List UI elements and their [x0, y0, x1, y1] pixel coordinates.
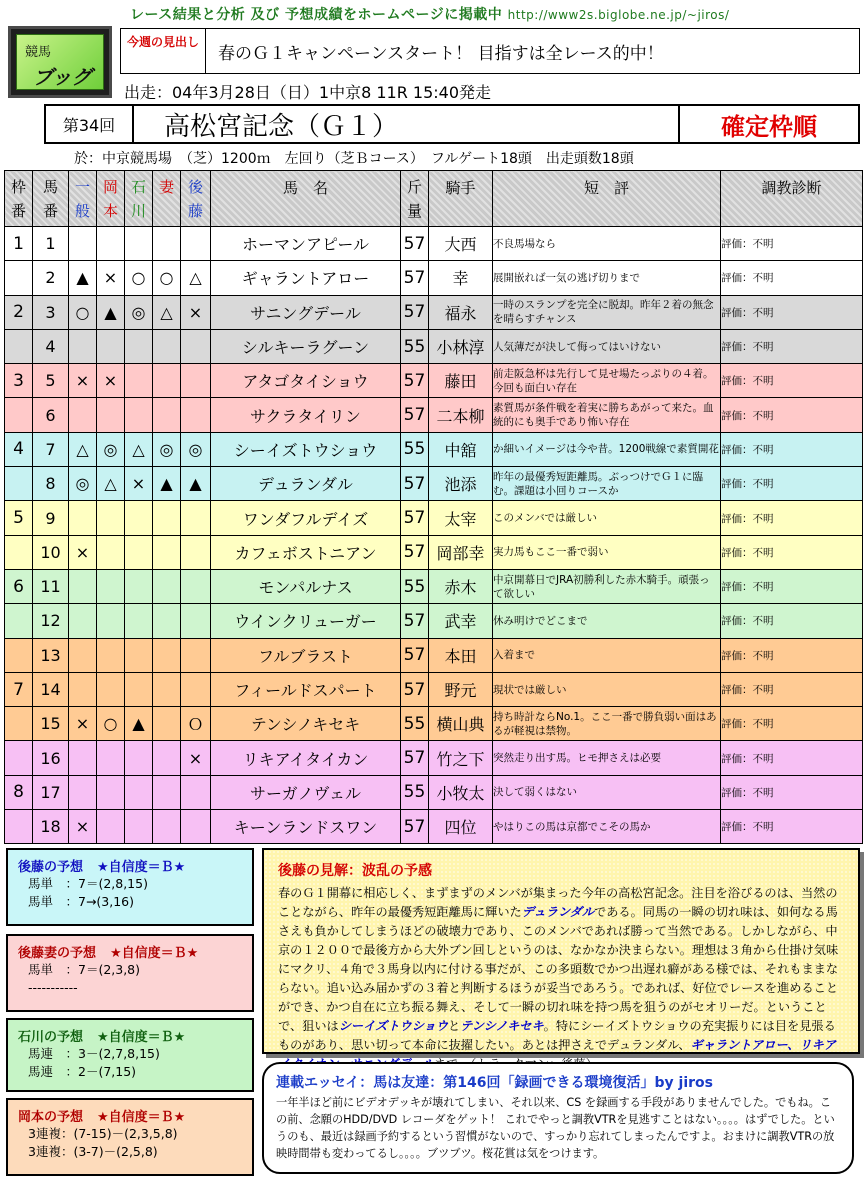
weight-carried: 55	[401, 569, 429, 603]
essay-title: 連載エッセイ：馬は友達：第146回「録画できる環境復活」by jiros	[276, 1075, 713, 1091]
horse-number: 12	[33, 604, 69, 638]
prediction-mark	[125, 741, 153, 775]
header-okamoto: 岡 本	[97, 171, 125, 227]
venue-info: 於：中京競馬場 （芝）1200ｍ 左回り（芝Ｂコース） フルゲート18頭 出走頭数18頭	[74, 151, 634, 167]
prediction-mark: ○	[125, 261, 153, 295]
header-bamei: 馬 名	[211, 171, 401, 227]
entry-table	[4, 170, 863, 844]
header-ippan: 一 般	[69, 171, 97, 227]
horse-number: 14	[33, 672, 69, 706]
prediction-mark	[69, 638, 97, 672]
prediction-mark: ×	[97, 364, 125, 398]
prediction-mark	[153, 741, 181, 775]
prediction-mark	[97, 810, 125, 844]
prediction-title: 石川の予想	[18, 1030, 84, 1045]
prediction-mark	[181, 398, 211, 432]
prediction-mark: ×	[69, 535, 97, 569]
training-evaluation: 評価：不明	[721, 569, 863, 603]
prediction-mark	[97, 604, 125, 638]
prediction-mark: △	[69, 432, 97, 466]
training-evaluation: 評価：不明	[721, 741, 863, 775]
horse-name: モンパルナス	[211, 569, 401, 603]
table-row	[5, 810, 863, 844]
prediction-mark	[97, 741, 125, 775]
prediction-ishikawa	[6, 1018, 254, 1092]
waku-number: 7	[5, 672, 33, 706]
table-row	[5, 329, 863, 363]
jockey-name: 小牧太	[429, 775, 493, 809]
short-comment: このメンバでは厳しい	[493, 501, 721, 535]
table-row	[5, 741, 863, 775]
logo-line2: ブッグ	[33, 65, 92, 89]
short-comment: 人気薄だが決して侮ってはいけない	[493, 329, 721, 363]
waku-number	[5, 329, 33, 363]
jockey-name: 野元	[429, 672, 493, 706]
jockey-name: 藤田	[429, 364, 493, 398]
waku-number	[5, 707, 33, 741]
prediction-mark: ×	[69, 364, 97, 398]
prediction-mark	[153, 707, 181, 741]
table-row	[5, 227, 863, 261]
training-evaluation: 評価：不明	[721, 467, 863, 501]
table-row	[5, 638, 863, 672]
jockey-name: 大西	[429, 227, 493, 261]
jockey-name: 横山典	[429, 707, 493, 741]
short-comment: 素質馬が条件戦を着実に勝ちあがって来た。血統的にも奥手であり怖い存在	[493, 398, 721, 432]
horse-name: ホーマンアピール	[211, 227, 401, 261]
horse-number: 9	[33, 501, 69, 535]
prediction-title: 岡本の予想	[18, 1110, 84, 1125]
prediction-mark: ×	[181, 741, 211, 775]
prediction-mark: Ｏ	[181, 707, 211, 741]
table-row	[5, 501, 863, 535]
header-ishikawa: 石 川	[125, 171, 153, 227]
prediction-mark	[153, 535, 181, 569]
table-row	[5, 398, 863, 432]
horse-name: ワンダフルデイズ	[211, 501, 401, 535]
prediction-mark	[69, 501, 97, 535]
prediction-mark	[153, 775, 181, 809]
horse-number: 8	[33, 467, 69, 501]
horse-number: 3	[33, 295, 69, 329]
waku-number	[5, 810, 33, 844]
header-tanpyo: 短 評	[493, 171, 721, 227]
prediction-mark	[69, 398, 97, 432]
prediction-mark	[181, 638, 211, 672]
jockey-name: 赤木	[429, 569, 493, 603]
prediction-mark	[181, 569, 211, 603]
horse-name: フィールドスパート	[211, 672, 401, 706]
table-row	[5, 467, 863, 501]
header-waku: 枠 番	[5, 171, 33, 227]
weight-carried: 55	[401, 432, 429, 466]
entry-rows	[5, 227, 863, 844]
weight-carried: 57	[401, 638, 429, 672]
prediction-mark	[125, 672, 153, 706]
essay-body: 一年半ほど前にビデオデッキが壊れてしまい、それ以来、CS を録画する手段がありませんでした。でもね。この前、念願のHDD/DVD レコーダをゲット！ これでやっと調教VTRを見逃すことはない。。。。はずでした。というのも、最近は録画予約するという習慣がないので、すっかり忘れてしまったんですよ。おまけに調教VTRの放映時間帯も変わってるし。。。。ブツブツ。桜花賞は気をつけます。	[276, 1096, 835, 1160]
table-row	[5, 364, 863, 398]
horse-number: 18	[33, 810, 69, 844]
prediction-mark	[181, 775, 211, 809]
table-row	[5, 707, 863, 741]
jockey-name: 本田	[429, 638, 493, 672]
prediction-mark	[97, 638, 125, 672]
analysis-body: 春のＧ１開幕に相応しく、まずまずのメンバが集まった今年の高松宮記念。注目を浴びるのは、当然のことながら、昨年の最優秀短距離馬に輝いたデュランダルである。同馬の一瞬の切れ味は、如何なる馬さえも負かしてしまうほどの破壊力であり、このメンバであれば勝って当然である。しかしながら、中京の１２００で最後方から大外ブン回しというのは、なかなか決まらない。理想は３角から仕掛け気味にマクリ、４角で３馬身以内に付ける事だが、この多頭数でかつ出遅れ癖がある様では、それもままならない。追い込み届かずの３着と判断するほうが妥当であろう。であれば、好位でレースを進めることができ、かつ自在に立ち振る舞え、そして一瞬の切れ味を持つ馬を狙うのがセオリーだ。ということで、狙いはシーイズトウショウとテンシノキセキ。特にシーイズトウショウの充実振りには目を見張るものがあり、思い切って本命に抜擢したい。あとは押さえでデュランダル、ギャラントアロー、リキア	[278, 886, 839, 1052]
horse-name: ギャラントアロー	[211, 261, 401, 295]
jockey-name: 幸	[429, 261, 493, 295]
horse-number: 17	[33, 775, 69, 809]
training-evaluation: 評価：不明	[721, 261, 863, 295]
prediction-mark	[97, 227, 125, 261]
horse-number: 2	[33, 261, 69, 295]
race-info: 出走：04年3月28日（日）1中京8 11R 15:40発走	[124, 83, 492, 102]
horse-name: テンシノキセキ	[211, 707, 401, 741]
prediction-mark	[125, 810, 153, 844]
prediction-title: 後藤妻の予想	[18, 946, 97, 961]
prediction-mark: ▲	[97, 295, 125, 329]
prediction-mark	[153, 638, 181, 672]
prediction-mark: ×	[69, 810, 97, 844]
jockey-name: 四位	[429, 810, 493, 844]
table-row	[5, 775, 863, 809]
training-evaluation: 評価：不明	[721, 604, 863, 638]
short-comment: か細いイメージは今や昔。1200戦線で素質開花	[493, 432, 721, 466]
prediction-mark: ○	[97, 707, 125, 741]
weight-carried: 57	[401, 467, 429, 501]
header-chokyo: 調教診断	[721, 171, 863, 227]
training-evaluation: 評価：不明	[721, 672, 863, 706]
race-title-box	[44, 104, 860, 144]
jockey-name: 太宰	[429, 501, 493, 535]
horse-number: 4	[33, 329, 69, 363]
prediction-mark	[125, 364, 153, 398]
training-evaluation: 評価：不明	[721, 398, 863, 432]
short-comment: 前走阪急杯は先行して見せ場たっぷりの４着。今回も面白い存在	[493, 364, 721, 398]
weight-carried: 57	[401, 501, 429, 535]
short-comment: 休み明けでどこまで	[493, 604, 721, 638]
short-comment: 突然走り出す馬。ヒモ押さえは必要	[493, 741, 721, 775]
headline-text: 春のＧ１キャンペーンスタート！ 目指すは全レース的中！	[218, 43, 664, 64]
prediction-mark	[125, 329, 153, 363]
training-evaluation: 評価：不明	[721, 295, 863, 329]
horse-number: 11	[33, 569, 69, 603]
prediction-mark: ×	[97, 261, 125, 295]
horse-name: リキアイタイカン	[211, 741, 401, 775]
horse-number: 6	[33, 398, 69, 432]
prediction-mark	[125, 227, 153, 261]
prediction-mark	[125, 604, 153, 638]
training-evaluation: 評価：不明	[721, 432, 863, 466]
short-comment: 持ち時計ならNo.1。ここ一番で勝負弱い面はあるが軽視は禁物。	[493, 707, 721, 741]
waku-number: 6	[5, 569, 33, 603]
horse-name: アタゴタイショウ	[211, 364, 401, 398]
prediction-mark: △	[181, 261, 211, 295]
prediction-mark	[69, 329, 97, 363]
jockey-name: 中舘	[429, 432, 493, 466]
prediction-mark: ◎	[181, 432, 211, 466]
table-row	[5, 295, 863, 329]
jockey-name: 池添	[429, 467, 493, 501]
training-evaluation: 評価：不明	[721, 707, 863, 741]
goto-analysis	[262, 848, 860, 1054]
table-row	[5, 604, 863, 638]
weight-carried: 57	[401, 810, 429, 844]
training-evaluation: 評価：不明	[721, 810, 863, 844]
horse-number: 1	[33, 227, 69, 261]
table-row	[5, 569, 863, 603]
prediction-mark	[153, 227, 181, 261]
weekly-headline	[120, 28, 860, 74]
waku-number: 1	[5, 227, 33, 261]
prediction-line: -----------	[28, 980, 78, 995]
waku-number: 4	[5, 432, 33, 466]
table-header-row	[5, 171, 863, 227]
prediction-mark: ×	[69, 707, 97, 741]
prediction-confidence: ★自信度＝Ｂ★	[97, 860, 186, 875]
waku-number	[5, 398, 33, 432]
logo	[8, 26, 112, 98]
waku-number	[5, 604, 33, 638]
prediction-mark	[69, 775, 97, 809]
prediction-mark	[69, 741, 97, 775]
prediction-mark	[153, 329, 181, 363]
prediction-confidence: ★自信度＝Ｂ★	[97, 1110, 186, 1125]
prediction-mark: ▲	[153, 467, 181, 501]
site-banner	[130, 4, 860, 24]
short-comment: 展開嵌れば一気の逃げ切りまで	[493, 261, 721, 295]
weight-carried: 57	[401, 398, 429, 432]
weight-carried: 57	[401, 261, 429, 295]
prediction-mark	[181, 364, 211, 398]
serial-essay	[262, 1062, 854, 1174]
short-comment: 一時のスランプを完全に脱却。昨年２着の無念を晴らすチャンス	[493, 295, 721, 329]
prediction-line: 3連複：(7-15)－(2,3,5,8)	[28, 1126, 178, 1141]
prediction-mark	[181, 329, 211, 363]
table-row	[5, 432, 863, 466]
prediction-mark: ◎	[153, 432, 181, 466]
horse-name: シーイズトウショウ	[211, 432, 401, 466]
prediction-mark	[69, 672, 97, 706]
training-evaluation: 評価：不明	[721, 535, 863, 569]
prediction-line: 馬単 ：7→(3,16)	[28, 894, 135, 909]
horse-name: カフェボストニアン	[211, 535, 401, 569]
horse-number: 7	[33, 432, 69, 466]
logo-plate	[16, 34, 104, 90]
horse-number: 13	[33, 638, 69, 672]
training-evaluation: 評価：不明	[721, 364, 863, 398]
horse-name: サーガノヴェル	[211, 775, 401, 809]
prediction-mark	[181, 604, 211, 638]
prediction-mark	[153, 398, 181, 432]
prediction-mark	[181, 227, 211, 261]
short-comment: やはりこの馬は京都でこその馬か	[493, 810, 721, 844]
horse-name: キーンランドスワン	[211, 810, 401, 844]
weight-carried: 55	[401, 707, 429, 741]
prediction-okamoto	[6, 1098, 254, 1176]
prediction-line: 馬単 ：7＝(2,3,8)	[28, 962, 141, 977]
header-kinryo: 斤 量	[401, 171, 429, 227]
waku-number	[5, 261, 33, 295]
prediction-mark	[153, 604, 181, 638]
header-uma: 馬 番	[33, 171, 69, 227]
prediction-mark	[125, 638, 153, 672]
prediction-mark: ○	[153, 261, 181, 295]
prediction-line: 馬連 ：2－(7,15)	[28, 1064, 137, 1079]
header-kishu: 騎手	[429, 171, 493, 227]
short-comment: 不良馬場なら	[493, 227, 721, 261]
prediction-mark	[181, 810, 211, 844]
prediction-mark: ▲	[69, 261, 97, 295]
prediction-mark	[181, 501, 211, 535]
prediction-mark: ○	[69, 295, 97, 329]
table-row	[5, 261, 863, 295]
prediction-mark	[69, 569, 97, 603]
prediction-goto	[6, 848, 254, 926]
prediction-mark: ▲	[181, 467, 211, 501]
header-goto: 後 藤	[181, 171, 211, 227]
waku-number	[5, 741, 33, 775]
short-comment: 決して弱くはない	[493, 775, 721, 809]
weight-carried: 57	[401, 227, 429, 261]
short-comment: 入着まで	[493, 638, 721, 672]
prediction-mark	[97, 569, 125, 603]
table-row	[5, 535, 863, 569]
header-tsuma: 妻	[153, 171, 181, 227]
short-comment: 中京開幕日でJRA初勝利した赤木騎手。頑張って欲しい	[493, 569, 721, 603]
prediction-mark: △	[97, 467, 125, 501]
prediction-confidence: ★自信度＝Ｂ★	[110, 946, 199, 961]
prediction-goto-wife	[6, 934, 254, 1012]
table-row	[5, 672, 863, 706]
weight-carried: 57	[401, 535, 429, 569]
prediction-mark	[153, 501, 181, 535]
banner-url[interactable]: http://www2s.biglobe.ne.jp/~jiros/	[507, 8, 730, 22]
short-comment: 昨年の最優秀短距離馬。ぶっつけでＧ１に臨む。課題は小回りコースか	[493, 467, 721, 501]
jockey-name: 福永	[429, 295, 493, 329]
prediction-mark	[153, 364, 181, 398]
banner-text: レース結果と分析 及び 予想成績をホームページに掲載中	[130, 7, 503, 23]
training-evaluation: 評価：不明	[721, 501, 863, 535]
prediction-mark	[97, 775, 125, 809]
weight-carried: 57	[401, 364, 429, 398]
prediction-mark	[181, 535, 211, 569]
waku-number: 3	[5, 364, 33, 398]
race-number: 第34回	[46, 106, 134, 142]
training-evaluation: 評価：不明	[721, 775, 863, 809]
weight-carried: 57	[401, 672, 429, 706]
horse-number: 16	[33, 741, 69, 775]
jockey-name: 二本柳	[429, 398, 493, 432]
analysis-title: 後藤の見解：波乱の予感	[278, 863, 432, 879]
prediction-mark	[181, 672, 211, 706]
waku-number	[5, 467, 33, 501]
prediction-mark	[97, 672, 125, 706]
prediction-mark: △	[125, 432, 153, 466]
jockey-name: 小林淳	[429, 329, 493, 363]
prediction-mark	[97, 501, 125, 535]
weight-carried: 57	[401, 295, 429, 329]
short-comment: 現状では厳しい	[493, 672, 721, 706]
prediction-line: 馬連 ：3－(2,7,8,15)	[28, 1046, 160, 1061]
waku-number: 8	[5, 775, 33, 809]
prediction-mark: ×	[181, 295, 211, 329]
weight-carried: 57	[401, 604, 429, 638]
prediction-line: 馬単 ：7＝(2,8,15)	[28, 876, 148, 891]
prediction-mark	[125, 775, 153, 809]
horse-name: サニングデール	[211, 295, 401, 329]
headline-tag: 今週の見出し	[121, 29, 206, 73]
prediction-mark	[97, 398, 125, 432]
prediction-mark	[153, 672, 181, 706]
waku-number	[5, 535, 33, 569]
horse-name: ウインクリューガー	[211, 604, 401, 638]
prediction-confidence: ★自信度＝Ｂ★	[97, 1030, 186, 1045]
horse-number: 5	[33, 364, 69, 398]
race-name: 高松宮記念（Ｇ１）	[164, 111, 399, 142]
prediction-mark: ◎	[125, 295, 153, 329]
waku-number	[5, 638, 33, 672]
prediction-mark	[153, 569, 181, 603]
horse-name: フルブラスト	[211, 638, 401, 672]
prediction-title: 後藤の予想	[18, 860, 84, 875]
prediction-mark	[69, 227, 97, 261]
jockey-name: 竹之下	[429, 741, 493, 775]
training-evaluation: 評価：不明	[721, 329, 863, 363]
weight-carried: 55	[401, 775, 429, 809]
prediction-mark	[125, 535, 153, 569]
prediction-mark: ×	[125, 467, 153, 501]
prediction-mark	[97, 535, 125, 569]
prediction-mark	[125, 501, 153, 535]
waku-number: 2	[5, 295, 33, 329]
jockey-name: 岡部幸	[429, 535, 493, 569]
weight-carried: 57	[401, 741, 429, 775]
horse-number: 15	[33, 707, 69, 741]
prediction-mark: ▲	[125, 707, 153, 741]
waku-number: 5	[5, 501, 33, 535]
short-comment: 実力馬もここ一番で弱い	[493, 535, 721, 569]
horse-number: 10	[33, 535, 69, 569]
prediction-mark: ◎	[69, 467, 97, 501]
weight-carried: 55	[401, 329, 429, 363]
prediction-line: 3連複：(3-7)－(2,5,8)	[28, 1144, 158, 1159]
prediction-mark	[125, 398, 153, 432]
horse-name: サクラタイリン	[211, 398, 401, 432]
training-evaluation: 評価：不明	[721, 638, 863, 672]
prediction-mark	[125, 569, 153, 603]
race-status: 確定枠順	[678, 106, 858, 142]
horse-name: デュランダル	[211, 467, 401, 501]
prediction-mark	[69, 604, 97, 638]
prediction-mark: △	[153, 295, 181, 329]
training-evaluation: 評価：不明	[721, 227, 863, 261]
jockey-name: 武幸	[429, 604, 493, 638]
prediction-mark: ◎	[97, 432, 125, 466]
prediction-mark	[97, 329, 125, 363]
logo-line1: 競馬	[25, 45, 52, 60]
prediction-mark	[153, 810, 181, 844]
horse-name: シルキーラグーン	[211, 329, 401, 363]
